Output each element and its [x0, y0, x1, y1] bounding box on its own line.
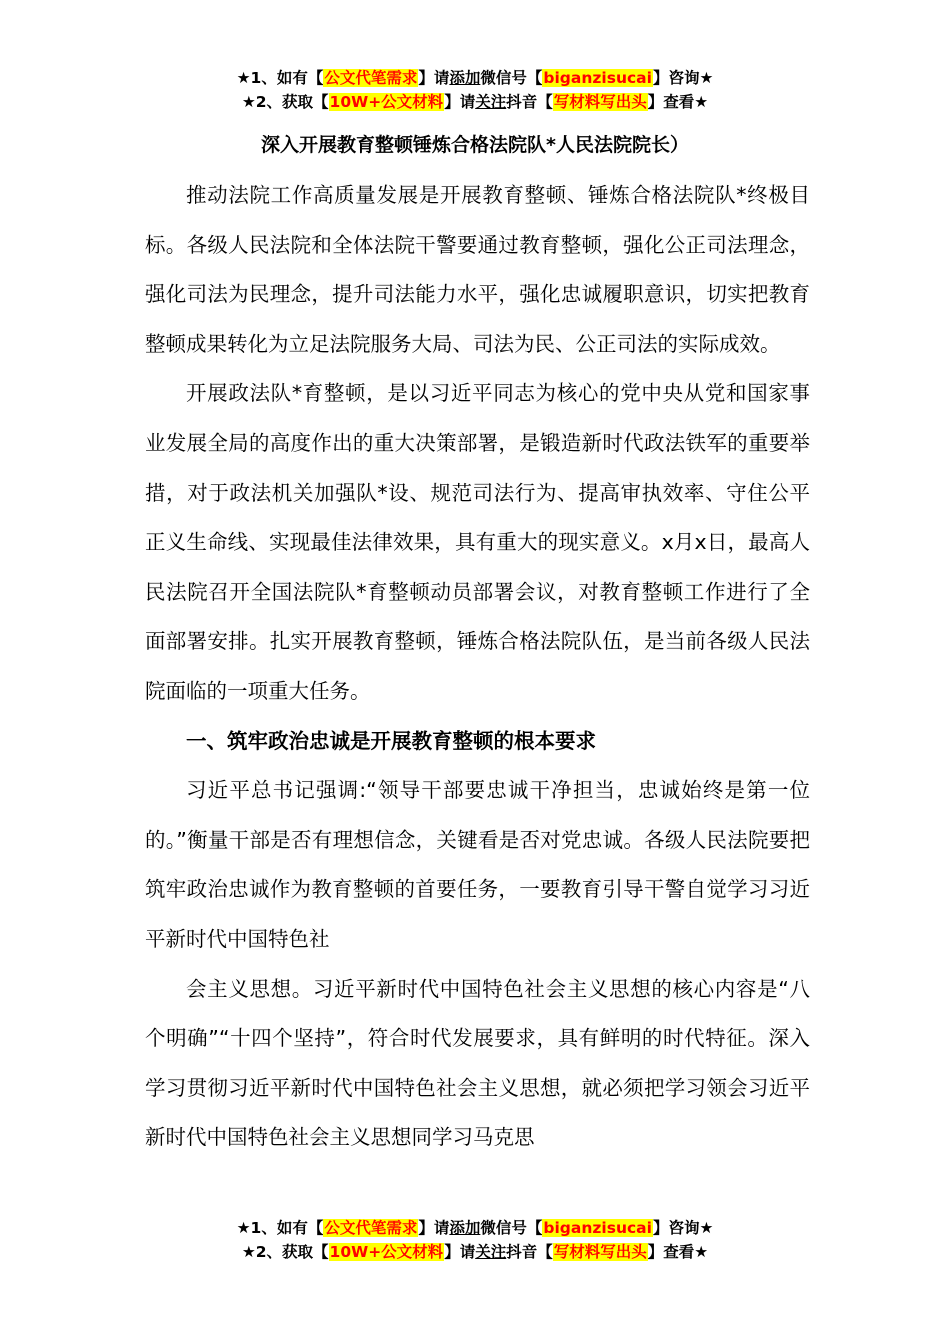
promo-text: 】咨询★: [652, 69, 714, 87]
promo-highlight: 10W+公文材料: [329, 93, 444, 111]
document-title: 深入开展教育整顿锤炼合格法院队*人民法院院长）: [261, 134, 689, 156]
promo-text: 】咨询★: [652, 1219, 714, 1237]
promo-line-2: [0, 1240, 950, 1264]
promo-highlight: 写材料写出头: [553, 1243, 647, 1261]
promo-text: ★2、获取【: [241, 93, 329, 111]
document-body: [145, 171, 810, 1163]
promo-highlight: biganzisucai: [543, 1219, 652, 1237]
promo-text: 】查看★: [647, 1243, 709, 1261]
promo-underline: 添加: [449, 1219, 481, 1237]
promo-text: 】请: [418, 69, 450, 87]
paragraph-4: 会主义思想。习近平新时代中国特色社会主义思想的核心内容是“八个明确”“十四个坚持”，符合时代发展要求，具有鲜明的时代特征。深入学习贯彻习近平新时代中国特色社会主义思想，就必须把学习领会习近平新时代中国特色社会主义思想同学习马克思: [145, 976, 810, 1150]
promo-text: 微信号【: [480, 1219, 543, 1237]
promo-banner-top: [0, 66, 950, 114]
promo-text: 】请: [418, 1219, 450, 1237]
promo-text: 】请: [444, 93, 476, 111]
promo-text: ★1、如有【: [236, 1219, 324, 1237]
promo-text: ★2、获取【: [241, 1243, 329, 1261]
promo-highlight: biganzisucai: [543, 69, 652, 87]
promo-highlight: 公文代笔需求: [324, 69, 418, 87]
paragraph-2: 开展政法队*育整顿，是以习近平同志为核心的党中央从党和国家事业发展全局的高度作出的重大决策部署，是锻造新时代政法铁军的重要举措，对于政法机关加强队*设、规范司法行为、提高审执效率、守住公平正义生命线、实现最佳法律效果，具有重大的现实意义。x月x日，最高人民法院召开全国法院队*育整顿动员部署会议，对教育整顿工作进行了全面部署安排。扎实开展教育整顿，锤炼合格法院队伍，是当前各级人民法院面临的一项重大任务。: [145, 381, 810, 703]
promo-text: 抖音【: [506, 93, 553, 111]
promo-underline: 关注: [475, 93, 507, 111]
promo-text: ★1、如有【: [236, 69, 324, 87]
promo-line-1: [0, 1216, 950, 1240]
section-heading-1: 一、筑牢政治忠诚是开展教育整顿的根本要求: [186, 728, 596, 753]
paragraph-3: 习近平总书记强调:“领导干部要忠诚干净担当，忠诚始终是第一位的。”衡量干部是否有理想信念，关键看是否对党忠诚。各级人民法院要把筑牢政治忠诚作为教育整顿的首要任务，一要教育引导干警自觉学习习近平新时代中国特色社: [145, 778, 810, 951]
promo-highlight: 公文代笔需求: [324, 1219, 418, 1237]
promo-line-1: [0, 66, 950, 90]
promo-text: 抖音【: [506, 1243, 553, 1261]
paragraph-1: 推动法院工作高质量发展是开展教育整顿、锤炼合格法院队*终极目标。各级人民法院和全体法院干警要通过教育整顿，强化公正司法理念，强化司法为民理念，提升司法能力水平，强化忠诚履职意识，切实把教育整顿成果转化为立足法院服务大局、司法为民、公正司法的实际成效。: [145, 183, 810, 356]
promo-banner-bottom: [0, 1216, 950, 1264]
promo-highlight: 10W+公文材料: [329, 1243, 444, 1261]
promo-text: 】查看★: [647, 93, 709, 111]
promo-highlight: 写材料写出头: [553, 93, 647, 111]
promo-line-2: [0, 90, 950, 114]
promo-text: 】请: [444, 1243, 476, 1261]
promo-underline: 关注: [475, 1243, 507, 1261]
promo-text: 微信号【: [480, 69, 543, 87]
promo-underline: 添加: [449, 69, 481, 87]
